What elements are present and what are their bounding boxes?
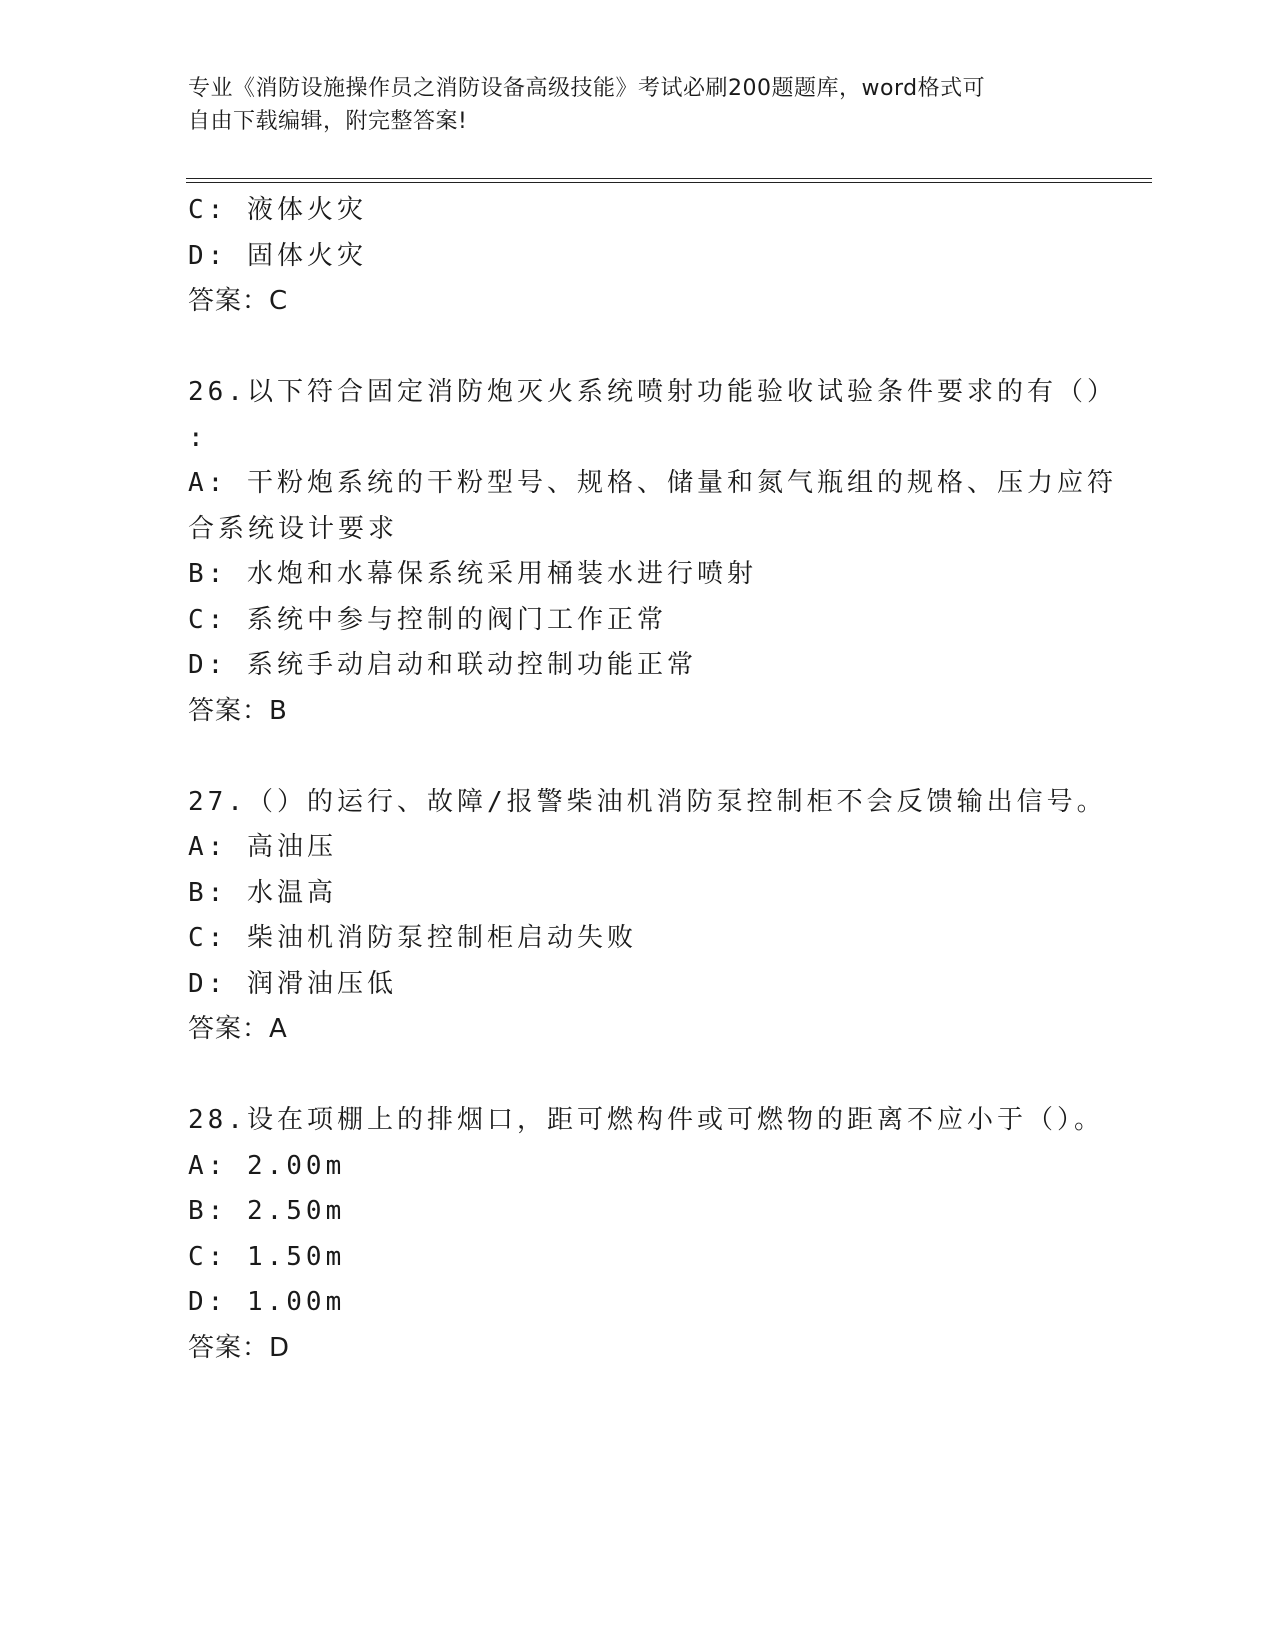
option-b: B: 水温高 — [188, 877, 337, 908]
answer-line: 答案：C — [188, 286, 289, 316]
option-c: C: 1.50m — [188, 1241, 346, 1272]
header-line-2: 自由下载编辑，附完整答案! — [188, 109, 468, 134]
question-27 — [188, 780, 1107, 1053]
option-b: B: 2.50m — [188, 1196, 346, 1226]
option-d: D: 1.00m — [188, 1287, 346, 1317]
carryover-block — [188, 188, 1088, 325]
spacer — [188, 734, 1088, 780]
question-26 — [188, 370, 1117, 734]
option-c: C: 柴油机消防泵控制柜启动失败 — [188, 923, 637, 953]
spacer — [188, 325, 1088, 371]
question-stem-continuation: : — [188, 422, 208, 453]
answer-line: 答案：A — [188, 1014, 288, 1044]
document-header — [188, 72, 1068, 138]
header-line-1: 专业《消防设施操作员之消防设备高级技能》考试必刷200题题库，word格式可 — [188, 76, 986, 101]
question-28 — [188, 1098, 1104, 1371]
option-a-continuation: 合系统设计要求 — [188, 513, 399, 544]
option-a: A: 高油压 — [188, 832, 337, 862]
question-stem: 26.以下符合固定消防炮灭火系统喷射功能验收试验条件要求的有（） — [188, 377, 1117, 407]
option-c: C: 系统中参与控制的阀门工作正常 — [188, 604, 667, 635]
option-b: B: 水炮和水幕保系统采用桶装水进行喷射 — [188, 559, 757, 589]
option-a: A: 2.00m — [188, 1150, 346, 1181]
option-d: D: 系统手动启动和联动控制功能正常 — [188, 650, 697, 680]
answer-line: 答案：D — [188, 1332, 291, 1363]
spacer — [188, 1053, 1088, 1099]
option-d: D: 固体火灾 — [188, 240, 367, 271]
answer-line: 答案：B — [188, 695, 288, 726]
question-content — [188, 188, 1117, 1371]
question-stem: 28.设在项棚上的排烟口，距可燃构件或可燃物的距离不应小于（）。 — [188, 1105, 1104, 1135]
header-double-rule — [186, 178, 1152, 183]
option-d: D: 润滑油压低 — [188, 968, 397, 999]
option-c: C: 液体火灾 — [188, 195, 367, 225]
option-a: A: 干粉炮系统的干粉型号、规格、储量和氮气瓶组的规格、压力应符 — [188, 468, 1117, 498]
question-stem: 27.（）的运行、故障/报警柴油机消防泵控制柜不会反馈输出信号。 — [188, 786, 1107, 817]
